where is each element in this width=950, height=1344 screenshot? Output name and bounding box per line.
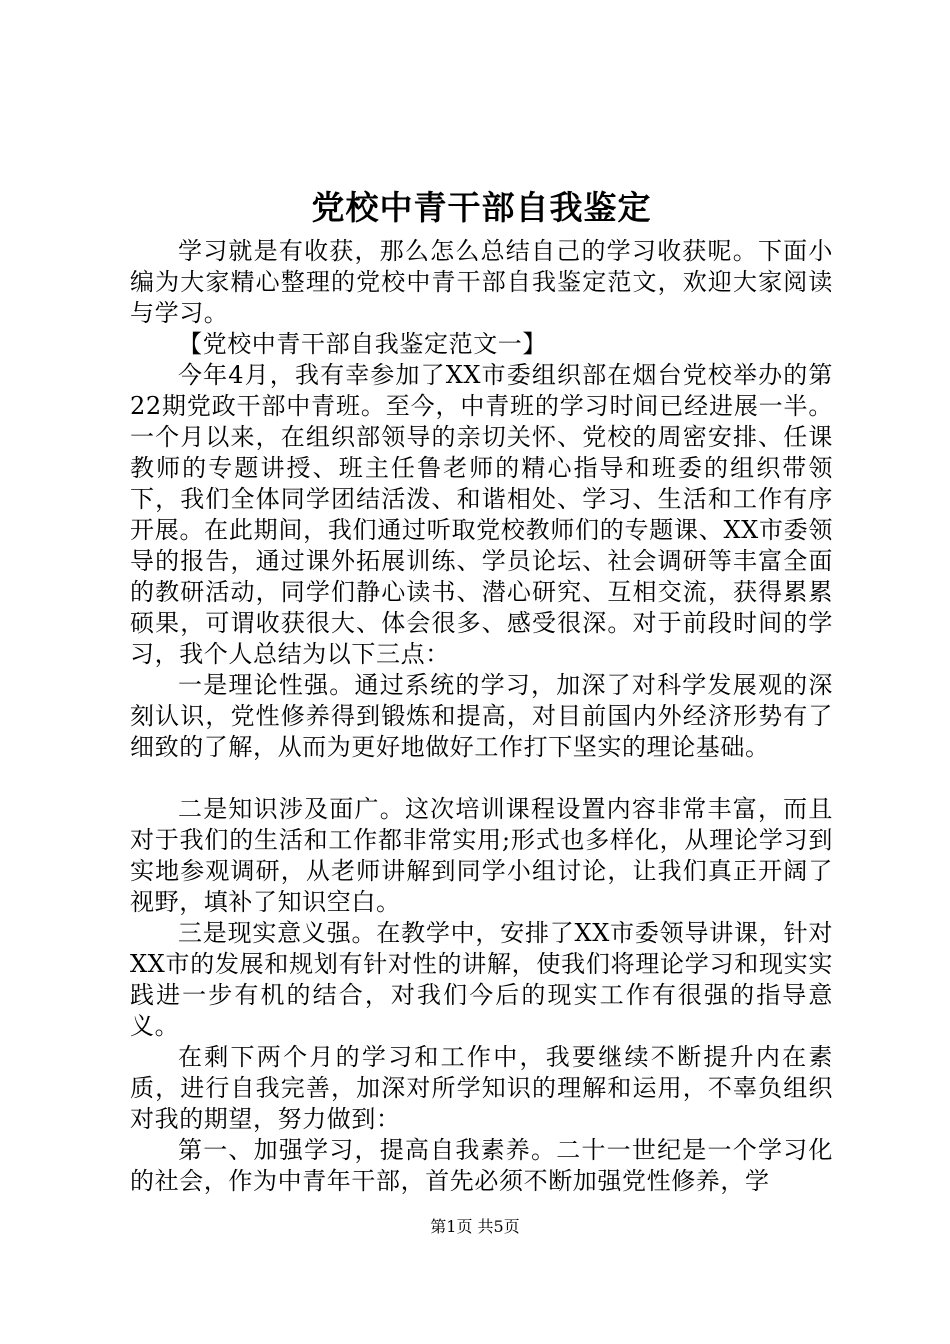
paragraph: 三是现实意义强。在教学中，安排了XX市委领导讲课，针对XX市的发展和规划有针对性的讲解，使我们将理论学习和现实实践进一步有机的结合，对我们今后的现实工作有很强的指导意义。 <box>130 919 833 1040</box>
document-page <box>130 180 833 1197</box>
paragraph: 在剩下两个月的学习和工作中，我要继续不断提升内在素质，进行自我完善，加深对所学知识的理解和运用，不辜负组织对我的期望，努力做到： <box>130 1043 833 1133</box>
document-title: 党校中青干部自我鉴定 <box>311 188 652 227</box>
document-body <box>130 236 833 1197</box>
section-heading: 【党校中青干部自我鉴定范文一】 <box>178 330 547 358</box>
paragraph: 今年4月，我有幸参加了XX市委组织部在烟台党校举办的第22期党政干部中青班。至今，中青班的学习时间已经进展一半。一个月以来，在组织部领导的亲切关怀、党校的周密安排、任课教师的专题讲授、班主任鲁老师的精心指导和班委的组织带领下，我们全体同学团结活泼、和谐相处、学习、生活和工作有序开展。在此期间，我们通过听取党校教师们的专题课、XX市委领导的报告，通过课外拓展训练、学员论坛、社会调研等丰富全面的教研活动，同学们静心读书、潜心研究、互相交流，获得累累硕果，可谓收获很大、体会很多、感受很深。对于前段时间的学习，我个人总结为以下三点： <box>130 361 833 668</box>
paragraph: 二是知识涉及面广。这次培训课程设置内容非常丰富，而且对于我们的生活和工作都非常实用;形式也多样化，从理论学习到实地参观调研，从老师讲解到同学小组讨论，让我们真正开阔了视野，填补了知识空白。 <box>130 795 833 916</box>
paragraph: 一是理论性强。通过系统的学习，加深了对科学发展观的深刻认识，党性修养得到锻炼和提高，对目前国内外经济形势有了细致的了解，从而为更好地做好工作打下坚实的理论基础。 <box>130 671 833 761</box>
paragraph-intro: 学习就是有收获，那么怎么总结自己的学习收获呢。下面小编为大家精心整理的党校中青干部自我鉴定范文，欢迎大家阅读与学习。 <box>130 237 833 327</box>
page-footer: 第1页 共5页 <box>430 1217 520 1236</box>
paragraph: 第一、加强学习，提高自我素养。二十一世纪是一个学习化的社会，作为中青年干部，首先必须不断加强党性修养，学 <box>130 1136 833 1195</box>
